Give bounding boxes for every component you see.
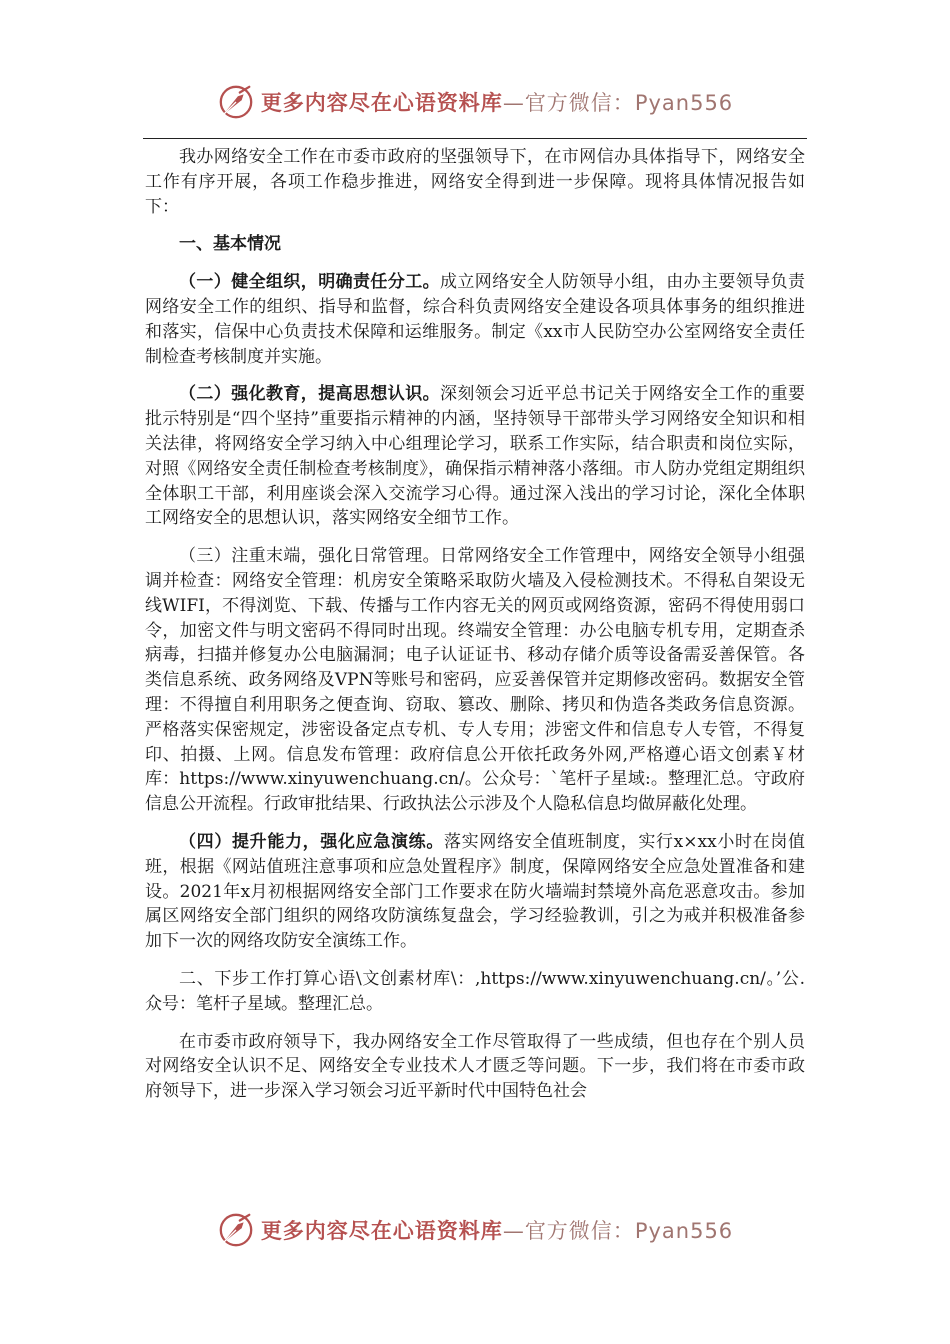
section-heading-1: 一、基本情况 <box>179 234 281 255</box>
watermark-label: 官方微信： <box>524 1219 635 1243</box>
footer-watermark <box>0 1210 950 1250</box>
watermark-label: 官方微信： <box>524 91 635 115</box>
watermark-dash: — <box>502 91 525 115</box>
paragraph-2-body: 深刻领会习近平总书记关于网络安全工作的重要批示特别是“四个坚持”重要指示精神的内涵，坚持领导干部带头学习网络安全知识和相关法律，将网络安全学习纳入中心组理论学习，联系工作实际，结合职责和岗位实际，对照《网络安全责任制检查考核制度》，确保指示精神落小落细。市人防办党组定期组织全体职工干部，利用座谈会深入交流学习心得。通过深入浅出的学习讨论，深化全体职工网络安全的思想认识，落实网络安全细节工作。 <box>145 384 805 529</box>
paragraph-5: 在市委市政府领导下，我办网络安全工作尽管取得了一些成绩，但也存在个别人员对网络安全认识不足、网络安全专业技术人才匮乏等问题。下一步，我们将在市委市政府领导下，进一步深入学习领会习近平新时代中国特色社会 <box>145 1031 805 1102</box>
paragraph-1-body: 成立网络安全人防领导小组，由办主要领导负责网络安全工作的组织、指导和监督，综合科负责网络安全建设各项具体事务的组织推进和落实，信保中心负责技术保障和运维服务。制定《xx市人民防空办公室网络安全责任制检查考核制度并实施。 <box>145 272 805 367</box>
fountain-pen-logo-icon <box>217 83 255 121</box>
intro-paragraph: 我办网络安全工作在市委市政府的坚强领导下，在市网信办具体指导下，网络安全工作有序开展，各项工作稳步推进，网络安全得到进一步保障。现将具体情况报告如下： <box>145 147 805 217</box>
paragraph-4-lead: （四）提升能力，强化应急演练。 <box>179 831 444 852</box>
watermark-handle: Pyan556 <box>634 91 734 115</box>
header-rule <box>143 138 807 139</box>
paragraph-1-lead: （一）健全组织，明确责任分工。 <box>179 272 440 293</box>
watermark-handle: Pyan556 <box>634 1219 734 1243</box>
section-heading-2: 二、下步工作打算心语\文创素材库\：,https://www.xinyuwenchuang.cn/。’公.众号：笔杆子星域。整理汇总。 <box>145 968 805 1014</box>
paragraph-4-body: 落实网络安全值班制度，实行x×xx小时在岗值班，根据《网站值班注意事项和应急处置程序》制度，保障网络安全应急处置准备和建设。2021年x月初根据网络安全部门工作要求在防火墙端封禁境外高危恶意攻击。参加属区网络安全部门组织的网络攻防演练复盘会，学习经验教训，引之为戒并积极准备参加下一次的网络攻防安全演练工作。 <box>145 831 805 952</box>
paragraph-3: （三）注重末端，强化日常管理。日常网络安全工作管理中，网络安全领导小组强调并检查：网络安全管理：机房安全策略采取防火墙及入侵检测技术。不得私自架设无线WIFI，不得浏览、下载、传播与工作内容无关的网页或网络资源，密码不得使用弱口令，加密文件与明文密码不得同时出现。终端安全管理：办公电脑专机专用，定期查杀病毒，扫描并修复办公电脑漏洞；电子认证证书、移动存储介质等设备需妥善保管。各类信息系统、政务网络及VPN等账号和密码，应妥善保管并定期修改密码。数据安全管理：不得擅自利用职务之便查询、窃取、篡改、删除、拷贝和伪造各类政务信息资源。严格落实保密规定，涉密设备定点专机、专人专用；涉密文件和信息专人专管，不得复印、拍摄、上网。信息发布管理：政府信息公开依托政务外网,严格遵心语文创素￥材库：https://www.xinyuwenchuang.cn/。公众号：`笔杆子星域:。整理汇总。守政府信息公开流程。行政审批结果、行政执法公示涉及个人隐私信息均做屏蔽化处理。 <box>145 546 805 815</box>
paragraph-1 <box>145 270 805 369</box>
watermark-brand: 更多内容尽在心语资料库 <box>260 91 503 115</box>
watermark-text <box>261 87 733 117</box>
paragraph-2-lead: （二）强化教育，提高思想认识。 <box>179 384 440 405</box>
watermark-brand: 更多内容尽在心语资料库 <box>260 1219 503 1243</box>
watermark-dash: — <box>502 1219 525 1243</box>
fountain-pen-logo-icon <box>217 1211 255 1249</box>
document-body <box>145 145 805 1104</box>
header-watermark <box>0 82 950 122</box>
watermark-text <box>261 1215 733 1245</box>
paragraph-2 <box>145 382 805 531</box>
paragraph-4 <box>145 830 805 954</box>
